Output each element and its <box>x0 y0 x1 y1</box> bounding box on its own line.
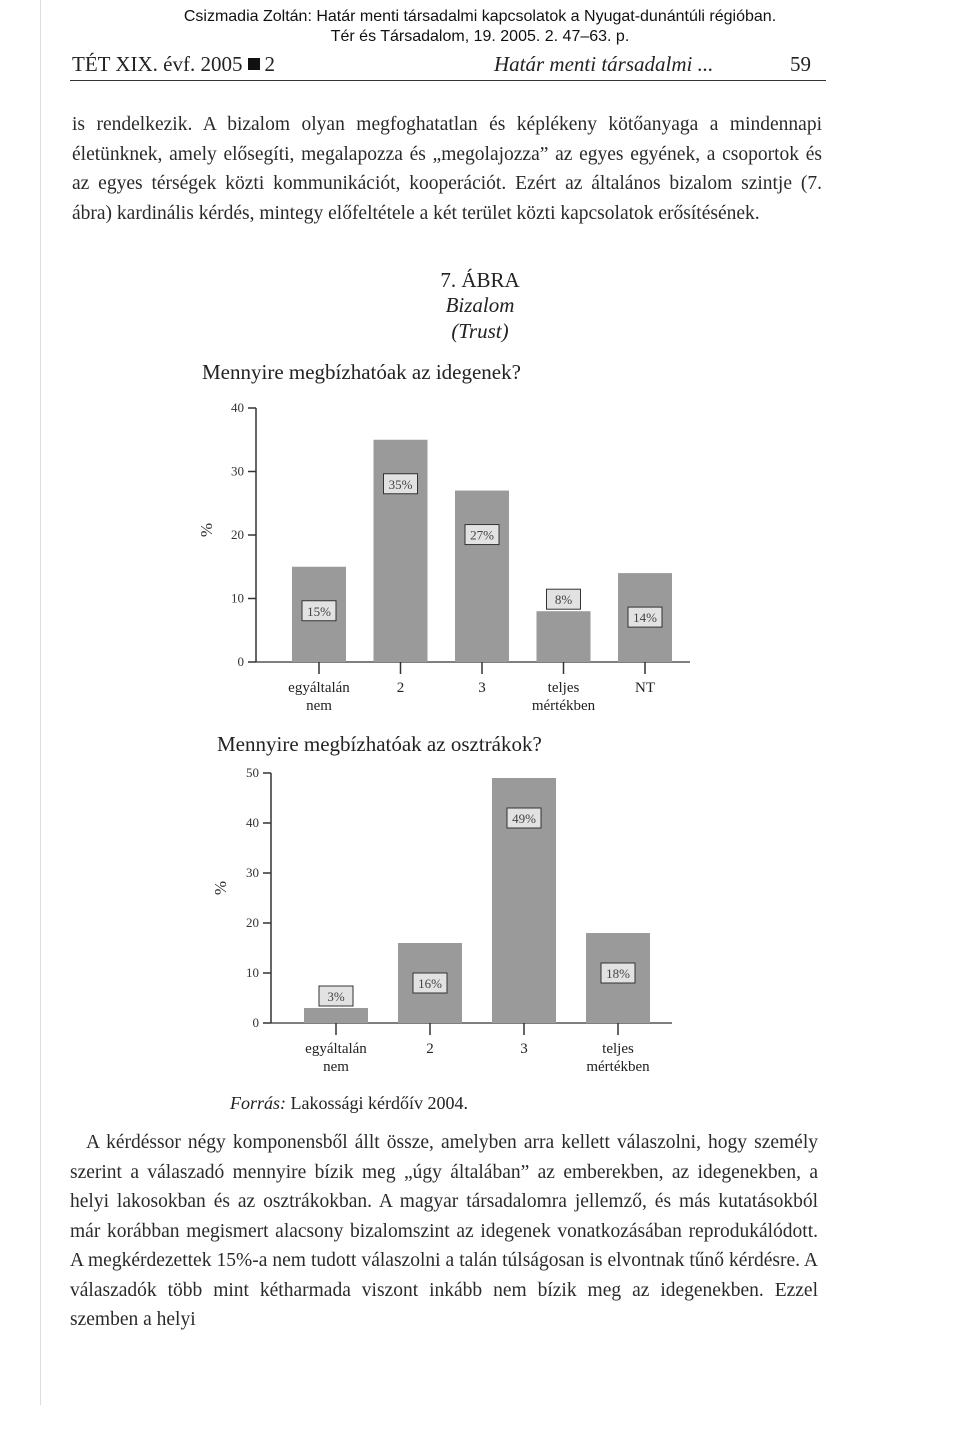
figure-title-hu: Bizalom <box>445 293 515 317</box>
chart1-category-label: egyáltalán <box>288 680 350 696</box>
citation-line-1: Csizmadia Zoltán: Határ menti társadalmi kapcsolatok a Nyugat-dunántúli régióban. <box>183 8 777 25</box>
chart1-bar <box>537 611 591 662</box>
chart1-y-tick-label: 30 <box>231 463 244 479</box>
chart1-category-label: NT <box>635 680 655 696</box>
chart2-category-label: 2 <box>426 1041 434 1057</box>
chart1-y-axis-label: % <box>197 522 216 538</box>
chart2-bar <box>304 1008 368 1023</box>
paragraph-bottom-text: A kérdéssor négy komponensből állt össze, amelyben arra kellett válaszolni, hogy személy szerint a válaszadó mennyire bízik meg „úgy általában” az emberekben, az idegenekben, a helyi lakosokban és az osztrákokban. A magyar társadalomra jellemző, és más kutatásokból már korábban megismert alacsony bizalomszint az idegenek vonatkozásában reprodukálódott. A megkérdezettek 15%-a nem tudott válaszolni a talán túlságosan is elvontnak tűnő kérdésre. A válaszadók több mint kétharmada viszont inkább nem bízik meg az idegenekben. Ezzel szemben a helyi <box>70 1132 818 1330</box>
chart1-y-tick-label: 0 <box>237 654 244 669</box>
chart2-data-label: 18% <box>606 966 630 981</box>
source-label: Forrás: <box>230 1093 287 1113</box>
chart1-data-label: 27% <box>470 527 494 543</box>
chart2-category-label: nem <box>323 1059 349 1075</box>
chart2-data-label: 49% <box>512 811 536 826</box>
header-rule <box>70 80 826 81</box>
source-note <box>230 1093 468 1114</box>
chart2-y-tick-label: 50 <box>246 765 259 780</box>
running-header-journal <box>72 52 275 77</box>
chart1-title: Mennyire megbízhatóak az idegenek? <box>202 360 521 384</box>
chart-strangers-trust <box>0 390 960 730</box>
page-number: 59 <box>790 52 811 76</box>
chart2-category-label: 3 <box>520 1041 528 1057</box>
chart1-category-label: 3 <box>478 680 486 696</box>
chart1-y-tick-label: 10 <box>231 590 244 606</box>
chart2-category-label: egyáltalán <box>305 1041 367 1057</box>
figure-title-en: (Trust) <box>451 319 509 343</box>
chart1-data-label: 15% <box>307 603 331 619</box>
chart1-data-label: 8% <box>554 592 573 608</box>
chart1-data-label: 14% <box>633 610 657 626</box>
chart-austrians-trust <box>0 760 960 1080</box>
chart2-data-label: 3% <box>327 989 345 1004</box>
chart2-title: Mennyire megbízhatóak az osztrákok? <box>217 732 542 756</box>
paragraph-top: is rendelkezik. A bizalom olyan megfoghatatlan és képlékeny kötőanyaga a mindennapi életünknek, amely elősegíti, megalapozza és „megolajozza” az egyes egyének, a csoportok és az egyes térségek közti kommunikációt, kooperációt. Ezért az általános bizalom szintje (7. ábra) kardinális kérdés, mintegy előfeltétele a két terület közti kapcsolatok erősítésének. <box>72 114 822 224</box>
square-bullet-icon <box>248 58 260 70</box>
chart2-y-tick-label: 40 <box>246 815 259 830</box>
running-header-title: Határ menti társadalmi ... <box>494 52 714 76</box>
chart1-y-tick-label: 40 <box>231 400 244 415</box>
issue-number: 2 <box>264 52 275 76</box>
chart1-bar <box>374 440 428 662</box>
chart2-category-label: mértékben <box>586 1059 650 1075</box>
citation-line-2: Tér és Társadalom, 19. 2005. 2. 47–63. p. <box>330 28 630 45</box>
chart1-data-label: 35% <box>388 476 413 492</box>
chart2-y-axis-label: % <box>211 880 230 896</box>
chart2-y-tick-label: 0 <box>252 1015 259 1030</box>
chart1-category-label: nem <box>306 698 332 714</box>
chart2-data-label: 16% <box>418 976 442 991</box>
chart2-y-tick-label: 30 <box>246 865 259 880</box>
paragraph-bottom <box>70 1128 818 1335</box>
chart2-category-label: teljes <box>602 1041 634 1057</box>
journal-label: TÉT XIX. évf. 2005 <box>72 52 243 76</box>
figure-number: 7. ÁBRA <box>440 268 520 292</box>
chart2-y-tick-label: 10 <box>246 965 259 980</box>
chart1-category-label: 2 <box>396 680 405 696</box>
source-text: Lakossági kérdőív 2004. <box>290 1093 468 1113</box>
chart1-bar <box>455 491 509 662</box>
chart1-category-label: teljes <box>547 680 580 696</box>
chart2-y-tick-label: 20 <box>246 915 259 930</box>
chart1-category-label: mértékben <box>531 698 596 714</box>
chart1-y-tick-label: 20 <box>231 527 244 542</box>
